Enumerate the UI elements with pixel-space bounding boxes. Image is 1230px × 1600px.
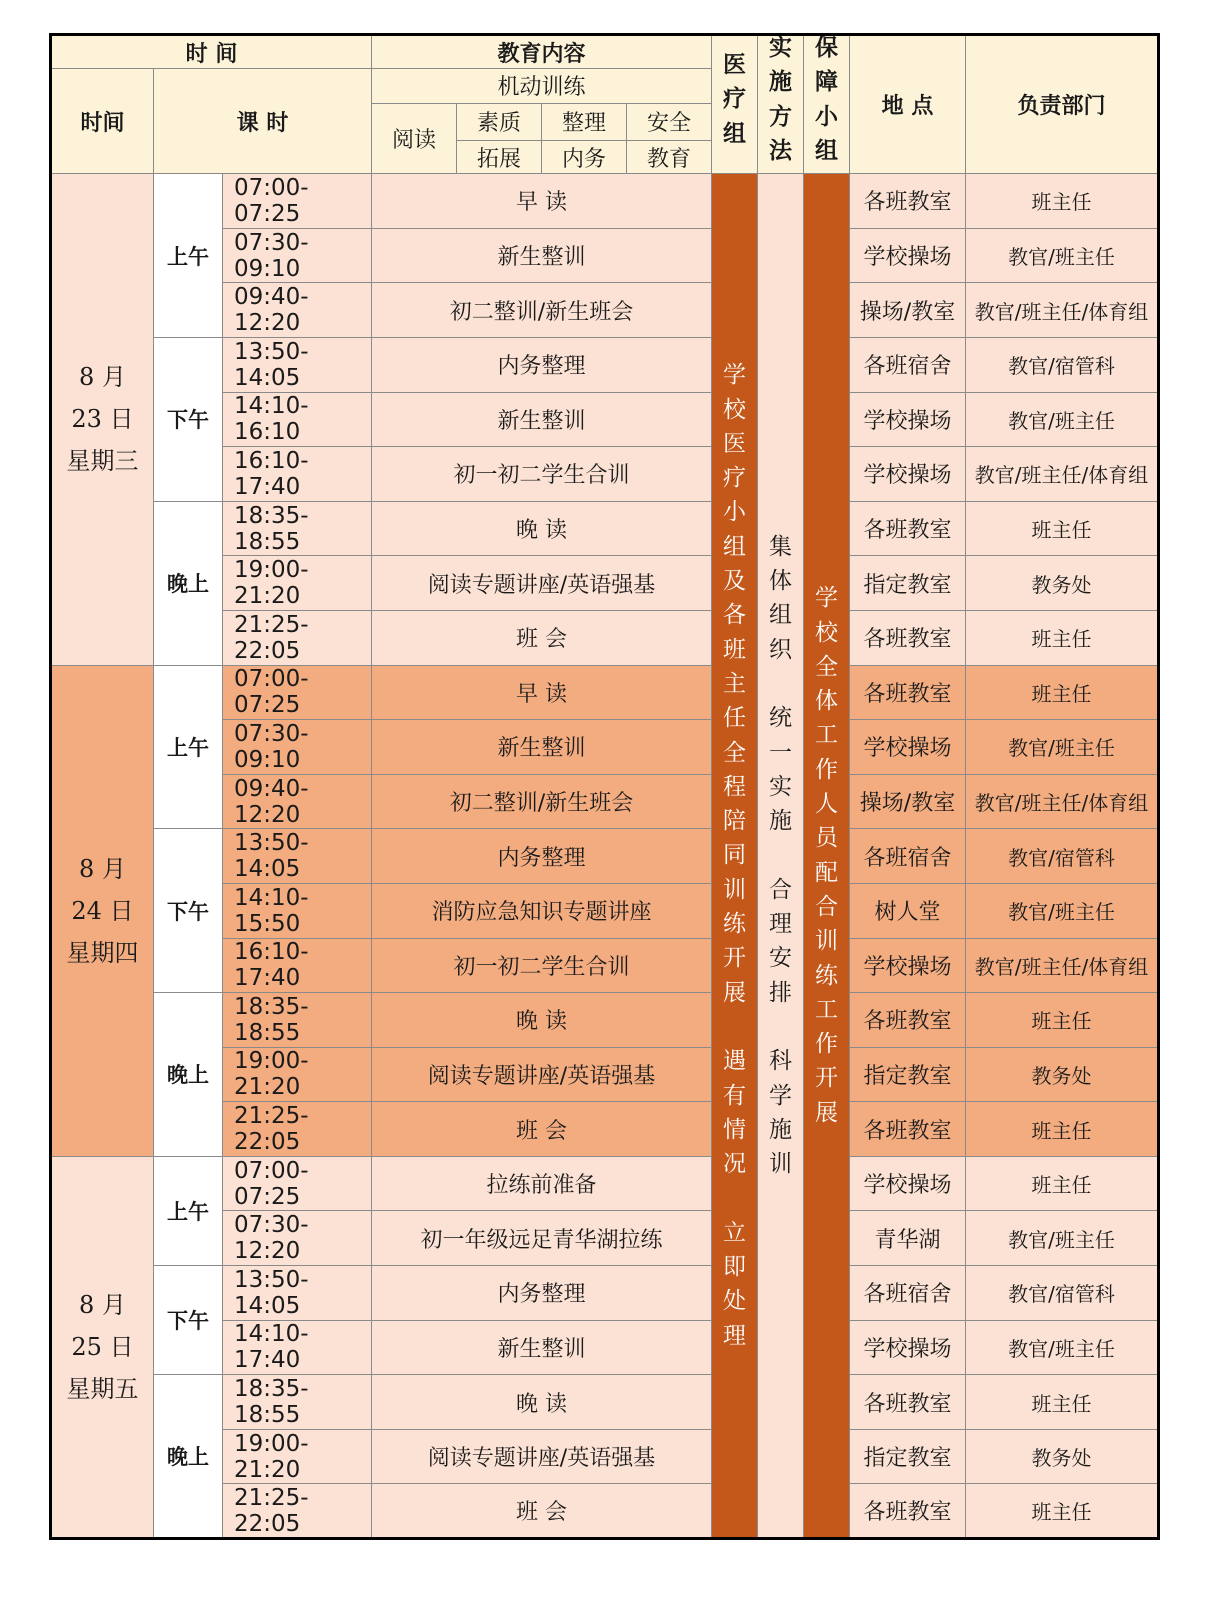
location-cell: 指定教室 <box>850 1429 966 1484</box>
training-schedule-table <box>49 33 1160 1540</box>
medical-group-header <box>712 35 758 174</box>
method-header-char: 实 <box>769 35 793 61</box>
medical-text-char: 学 <box>723 362 747 389</box>
content-cell: 初一初二学生合训 <box>372 447 712 502</box>
schedule-row <box>51 1375 1159 1430</box>
period-cell: 晚上 <box>154 993 223 1157</box>
support-text-char: 校 <box>815 619 839 646</box>
method-text-char <box>777 667 784 701</box>
location-cell: 各班宿舍 <box>850 829 966 884</box>
method-header-char: 施 <box>769 69 793 96</box>
location-cell: 学校操场 <box>850 1156 966 1211</box>
department-cell: 班主任 <box>966 1156 1159 1211</box>
date-cell <box>51 665 154 1156</box>
medical-text-char: 疗 <box>723 465 747 492</box>
medical-text-char: 遇 <box>723 1048 747 1075</box>
location-cell: 各班教室 <box>850 174 966 229</box>
sub-header-reading: 阅读 <box>372 103 457 174</box>
location-cell: 指定教室 <box>850 556 966 611</box>
schedule-row <box>51 174 1159 229</box>
location-cell: 学校操场 <box>850 447 966 502</box>
sub-header-safety-1: 安全 <box>627 103 712 141</box>
medical-text-chars <box>712 358 757 1353</box>
medical-text-char <box>731 1181 738 1215</box>
medical-text-char: 校 <box>723 396 747 423</box>
medical-text-char: 同 <box>723 842 747 869</box>
time-slot-cell: 07:30-09:10 <box>223 228 372 283</box>
location-cell: 学校操场 <box>850 228 966 283</box>
medical-text-char: 主 <box>723 670 747 697</box>
location-cell: 学校操场 <box>850 938 966 993</box>
content-cell: 内务整理 <box>372 337 712 392</box>
support-text-char: 作 <box>815 756 839 783</box>
location-cell: 各班教室 <box>850 1375 966 1430</box>
location-cell: 操场/教室 <box>850 774 966 829</box>
period-cell: 下午 <box>154 829 223 993</box>
time-slot-cell: 09:40-12:20 <box>223 283 372 338</box>
schedule-row <box>51 829 1159 884</box>
medical-text-char: 小 <box>723 499 747 526</box>
time-slot-cell: 14:10-17:40 <box>223 1320 372 1375</box>
time-slot-cell: 18:35-18:55 <box>223 1375 372 1430</box>
schedule-row <box>51 993 1159 1048</box>
medical-text-char: 即 <box>723 1254 747 1281</box>
method-text-char: 集 <box>769 533 793 560</box>
department-cell: 教官/宿管科 <box>966 337 1159 392</box>
support-group-cell <box>804 174 850 1539</box>
time-slot-cell: 13:50-14:05 <box>223 337 372 392</box>
location-cell: 学校操场 <box>850 720 966 775</box>
content-cell: 早 读 <box>372 174 712 229</box>
department-cell: 班主任 <box>966 993 1159 1048</box>
method-text-char: 安 <box>769 945 793 972</box>
medical-text-char: 况 <box>723 1151 747 1178</box>
mobile-training-header: 机动训练 <box>372 69 712 104</box>
schedule-row <box>51 1266 1159 1321</box>
content-cell: 班 会 <box>372 1484 712 1539</box>
date-line: 星期四 <box>66 938 139 967</box>
medical-text-char: 陪 <box>723 808 747 835</box>
medical-text-char: 处 <box>723 1288 747 1315</box>
method-text-char: 合 <box>769 876 793 903</box>
content-cell: 内务整理 <box>372 829 712 884</box>
method-cell <box>758 174 804 1539</box>
method-header-char: 方 <box>769 103 793 130</box>
medical-text-char: 任 <box>723 705 747 732</box>
location-cell: 各班教室 <box>850 665 966 720</box>
content-header: 教育内容 <box>372 35 712 69</box>
department-cell: 教官/班主任/体育组 <box>966 447 1159 502</box>
content-cell: 新生整训 <box>372 720 712 775</box>
content-cell: 班 会 <box>372 1102 712 1157</box>
content-cell: 新生整训 <box>372 228 712 283</box>
date-line: 星期三 <box>66 447 139 476</box>
period-cell: 下午 <box>154 337 223 501</box>
method-text-char: 统 <box>769 705 793 732</box>
location-cell: 各班教室 <box>850 501 966 556</box>
department-cell: 教官/班主任 <box>966 392 1159 447</box>
time-slot-cell: 07:00-07:25 <box>223 174 372 229</box>
department-cell: 班主任 <box>966 610 1159 665</box>
period-cell: 上午 <box>154 174 223 338</box>
method-header-chars <box>758 36 803 173</box>
department-cell: 教官/班主任 <box>966 1211 1159 1266</box>
date-line: 星期五 <box>66 1374 139 1403</box>
support-header-char: 保 <box>815 35 839 61</box>
department-header: 负责部门 <box>966 35 1159 174</box>
content-cell: 晚 读 <box>372 1375 712 1430</box>
date-cell <box>51 1156 154 1538</box>
medical-text-char: 立 <box>723 1219 747 1246</box>
medical-header-char: 疗 <box>723 86 747 113</box>
department-cell: 班主任 <box>966 174 1159 229</box>
time-slot-cell: 07:30-12:20 <box>223 1211 372 1266</box>
method-text-char: 科 <box>769 1048 793 1075</box>
medical-text-char: 训 <box>723 876 747 903</box>
support-text-char: 合 <box>815 893 839 920</box>
sub-header-quality-1: 素质 <box>457 103 542 141</box>
sub-header-safety-2: 教育 <box>627 141 712 174</box>
department-cell: 教官/班主任 <box>966 720 1159 775</box>
date-cell <box>51 174 154 665</box>
time-slot-cell: 09:40-12:20 <box>223 774 372 829</box>
medical-text-char: 医 <box>723 430 747 457</box>
period-cell: 晚上 <box>154 501 223 665</box>
support-text-char: 作 <box>815 1031 839 1058</box>
department-cell: 班主任 <box>966 501 1159 556</box>
medical-header-chars <box>712 53 757 156</box>
method-text-char: 学 <box>769 1082 793 1109</box>
medical-text-char: 程 <box>723 773 747 800</box>
content-cell: 阅读专题讲座/英语强基 <box>372 1047 712 1102</box>
schedule-row <box>51 337 1159 392</box>
method-text-char: 训 <box>769 1151 793 1178</box>
schedule-row <box>51 501 1159 556</box>
location-cell: 各班教室 <box>850 610 966 665</box>
department-cell: 教官/宿管科 <box>966 829 1159 884</box>
support-header-char: 小 <box>815 103 839 130</box>
method-text-chars <box>758 530 803 1182</box>
location-cell: 各班宿舍 <box>850 337 966 392</box>
content-cell: 晚 读 <box>372 993 712 1048</box>
location-cell: 指定教室 <box>850 1047 966 1102</box>
location-cell: 学校操场 <box>850 392 966 447</box>
content-cell: 拉练前准备 <box>372 1156 712 1211</box>
support-text-char: 全 <box>815 653 839 680</box>
medical-text-char: 练 <box>723 911 747 938</box>
method-text-char: 理 <box>769 911 793 938</box>
sub-header-affairs-2: 内务 <box>542 141 627 174</box>
department-cell: 教务处 <box>966 1429 1159 1484</box>
period-cell: 上午 <box>154 665 223 829</box>
medical-text-char: 全 <box>723 739 747 766</box>
location-cell: 青华湖 <box>850 1211 966 1266</box>
time-slot-cell: 21:25-22:05 <box>223 610 372 665</box>
content-cell: 内务整理 <box>372 1266 712 1321</box>
time-header: 时间 <box>51 69 154 174</box>
department-cell: 班主任 <box>966 665 1159 720</box>
time-slot-cell: 13:50-14:05 <box>223 1266 372 1321</box>
time-slot-cell: 16:10-17:40 <box>223 447 372 502</box>
support-header-char: 障 <box>815 69 839 96</box>
support-text-char: 学 <box>815 585 839 612</box>
medical-text-char: 展 <box>723 979 747 1006</box>
department-cell: 教官/班主任/体育组 <box>966 283 1159 338</box>
medical-header-char: 医 <box>723 52 747 79</box>
time-slot-cell: 13:50-14:05 <box>223 829 372 884</box>
period-cell: 上午 <box>154 1156 223 1265</box>
period-header: 课 时 <box>154 69 372 174</box>
department-cell: 教官/宿管科 <box>966 1266 1159 1321</box>
department-cell: 教务处 <box>966 556 1159 611</box>
location-header: 地 点 <box>850 35 966 174</box>
support-text-char: 体 <box>815 688 839 715</box>
time-slot-cell: 14:10-16:10 <box>223 392 372 447</box>
support-header-char: 组 <box>815 137 839 164</box>
sub-header-quality-2: 拓展 <box>457 141 542 174</box>
method-text-char: 实 <box>769 773 793 800</box>
content-cell: 班 会 <box>372 610 712 665</box>
department-cell: 班主任 <box>966 1375 1159 1430</box>
medical-text-char: 情 <box>723 1116 747 1143</box>
date-line: 23 日 <box>71 405 134 434</box>
method-text-char: 排 <box>769 979 793 1006</box>
content-cell: 阅读专题讲座/英语强基 <box>372 556 712 611</box>
department-cell: 教官/班主任/体育组 <box>966 774 1159 829</box>
medical-text-char: 开 <box>723 945 747 972</box>
method-text-char: 施 <box>769 1116 793 1143</box>
method-text-char: 一 <box>769 739 793 766</box>
support-text-char: 训 <box>815 928 839 955</box>
location-cell: 各班教室 <box>850 993 966 1048</box>
method-text-char: 体 <box>769 568 793 595</box>
medical-text-char: 理 <box>723 1322 747 1349</box>
time-group-header: 时 间 <box>51 35 372 69</box>
content-cell: 阅读专题讲座/英语强基 <box>372 1429 712 1484</box>
support-group-header <box>804 35 850 174</box>
department-cell: 班主任 <box>966 1102 1159 1157</box>
content-cell: 初二整训/新生班会 <box>372 774 712 829</box>
medical-header-char: 组 <box>723 120 747 147</box>
content-cell: 初一年级远足青华湖拉练 <box>372 1211 712 1266</box>
date-line: 25 日 <box>71 1332 134 1361</box>
department-cell: 教务处 <box>966 1047 1159 1102</box>
support-text-chars <box>804 581 849 1130</box>
method-header <box>758 35 804 174</box>
support-text-char: 员 <box>815 825 839 852</box>
support-text-char: 工 <box>815 996 839 1023</box>
method-header-char: 法 <box>769 137 793 164</box>
date-line: 8 月 <box>79 1290 126 1319</box>
support-text-char: 开 <box>815 1065 839 1092</box>
time-slot-cell: 14:10-15:50 <box>223 883 372 938</box>
time-slot-cell: 16:10-17:40 <box>223 938 372 993</box>
medical-text-char: 班 <box>723 636 747 663</box>
location-cell: 各班教室 <box>850 1102 966 1157</box>
method-text-char: 施 <box>769 808 793 835</box>
medical-text-char <box>731 1010 738 1044</box>
support-header-chars <box>804 36 849 173</box>
time-slot-cell: 07:00-07:25 <box>223 665 372 720</box>
period-cell: 下午 <box>154 1266 223 1375</box>
time-slot-cell: 21:25-22:05 <box>223 1484 372 1539</box>
content-cell: 早 读 <box>372 665 712 720</box>
method-text-char: 组 <box>769 602 793 629</box>
content-cell: 消防应急知识专题讲座 <box>372 883 712 938</box>
department-cell: 教官/班主任 <box>966 228 1159 283</box>
department-cell: 班主任 <box>966 1484 1159 1539</box>
schedule-row <box>51 665 1159 720</box>
department-cell: 教官/班主任 <box>966 883 1159 938</box>
period-cell: 晚上 <box>154 1375 223 1539</box>
method-text-char <box>777 838 784 872</box>
method-text-char <box>777 1010 784 1044</box>
support-text-char: 练 <box>815 962 839 989</box>
medical-text-char: 有 <box>723 1082 747 1109</box>
content-cell: 晚 读 <box>372 501 712 556</box>
time-slot-cell: 21:25-22:05 <box>223 1102 372 1157</box>
time-slot-cell: 19:00-21:20 <box>223 1047 372 1102</box>
support-text-char: 工 <box>815 722 839 749</box>
date-line: 8 月 <box>79 363 126 392</box>
support-text-char: 人 <box>815 791 839 818</box>
medical-text-char: 各 <box>723 602 747 629</box>
content-cell: 初一初二学生合训 <box>372 938 712 993</box>
medical-text-char: 及 <box>723 568 747 595</box>
content-cell: 初二整训/新生班会 <box>372 283 712 338</box>
time-slot-cell: 18:35-18:55 <box>223 993 372 1048</box>
medical-group-cell <box>712 174 758 1539</box>
support-text-char: 配 <box>815 859 839 886</box>
department-cell: 教官/班主任 <box>966 1320 1159 1375</box>
schedule-row <box>51 1156 1159 1211</box>
content-cell: 新生整训 <box>372 1320 712 1375</box>
content-cell: 新生整训 <box>372 392 712 447</box>
location-cell: 操场/教室 <box>850 283 966 338</box>
support-text-char: 展 <box>815 1099 839 1126</box>
time-slot-cell: 19:00-21:20 <box>223 556 372 611</box>
time-slot-cell: 19:00-21:20 <box>223 1429 372 1484</box>
location-cell: 各班宿舍 <box>850 1266 966 1321</box>
time-slot-cell: 18:35-18:55 <box>223 501 372 556</box>
location-cell: 树人堂 <box>850 883 966 938</box>
date-line: 8 月 <box>79 854 126 883</box>
time-slot-cell: 07:30-09:10 <box>223 720 372 775</box>
medical-text-char: 组 <box>723 533 747 560</box>
sub-header-affairs-1: 整理 <box>542 103 627 141</box>
location-cell: 学校操场 <box>850 1320 966 1375</box>
method-text-char: 织 <box>769 636 793 663</box>
time-slot-cell: 07:00-07:25 <box>223 1156 372 1211</box>
location-cell: 各班教室 <box>850 1484 966 1539</box>
date-line: 24 日 <box>71 896 134 925</box>
department-cell: 教官/班主任/体育组 <box>966 938 1159 993</box>
